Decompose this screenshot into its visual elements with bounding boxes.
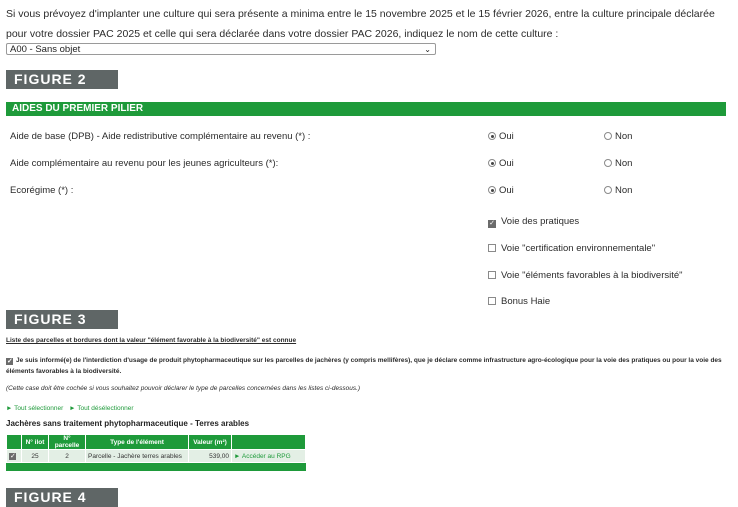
figure-3-label: FIGURE 3 [6,310,118,329]
phyto-note: (Cette case doit être cochée si vous souhaitez pouvoir déclarer le type de parcelles concernées dans les listes ci-dessous.) [6,385,361,392]
col-header-valeur: Valeur (m²) [189,435,232,450]
col-header-type: Type de l'élément [86,435,189,450]
access-rpg-link[interactable]: ► Accéder au RPG [232,450,306,463]
checkmark-icon: ✓ [10,453,16,460]
culture-select-value: A00 - Sans objet [10,44,81,55]
cell-type: Parcelle - Jachère terres arables [86,450,189,463]
phyto-info-checkbox[interactable]: ✓ Je suis informé(e) de l'interdiction d'usage de produit phytopharmaceutique sur les parcelles de jachères (y compris mellifères), que je déclare comme infrastructure agro-écologique pour la voie des pratiques ou pour la voie des éléments favorables à la biodiversité. [6,357,722,375]
checkmark-icon: ✓ [489,220,495,227]
radio-jeunes-non[interactable]: Non [604,158,632,169]
radio-aide-base-oui[interactable]: Oui [488,131,514,142]
section-header-aides: AIDES DU PREMIER PILIER [6,102,726,116]
cell-valeur: 539,00 [189,450,232,463]
row-label-jeunes-agriculteurs: Aide complémentaire au revenu pour les jeunes agriculteurs (*): [10,158,279,169]
checkmark-icon: ✓ [7,358,13,365]
checkbox-voie-biodiversite[interactable]: Voie "éléments favorables à la biodiversité" [488,270,683,281]
col-header-action [232,435,306,450]
biodiversity-list-title: Liste des parcelles et bordures dont la valeur "élément favorable à la biodiversité" est connue [6,337,297,344]
col-header-parcelle: N° parcelle [49,435,86,450]
deselect-all-link[interactable]: ► Tout désélectionner [69,405,134,412]
checkbox-voie-certification[interactable]: Voie "certification environnementale" [488,243,655,254]
row-checkbox[interactable] [7,450,22,463]
radio-jeunes-oui[interactable]: Oui [488,158,514,169]
radio-ecoregime-non[interactable]: Non [604,185,632,196]
col-header-ilot: N° ilot [22,435,49,450]
chevron-down-icon: ⌄ [424,45,431,54]
row-label-ecoregime: Ecorégime (*) : [10,185,74,196]
group-title-jacheres: Jachères sans traitement phytopharmaceutique - Terres arables [6,419,250,428]
cell-ilot: 25 [22,450,49,463]
radio-aide-base-non[interactable]: Non [604,131,632,142]
row-label-aide-base: Aide de base (DPB) - Aide redistributive complémentaire au revenu (*) : [10,131,311,142]
select-all-link[interactable]: ► Tout sélectionner [6,405,64,412]
checkbox-bonus-haie[interactable]: Bonus Haie [488,296,550,307]
table-header-row [7,435,306,450]
checkbox-voie-pratiques[interactable]: ✓ Voie des pratiques [489,216,580,227]
culture-select[interactable] [6,43,436,55]
parcels-table [6,434,306,463]
table-footer-bar [6,463,306,471]
table-row [7,450,306,463]
radio-ecoregime-oui[interactable]: Oui [488,185,514,196]
culture-question: Si vous prévoyez d'implanter une culture qui sera présente a minima entre le 15 novembre 2025 et le 15 février 2026, entre la culture principale déclarée pour votre dossier PAC 2025 et celle qui sera déclarée dans votre dossier PAC 2026, indiquez le nom de cette culture : [6,8,715,40]
selection-links [6,405,138,412]
cell-parcelle: 2 [49,450,86,463]
figure-4-label: FIGURE 4 [6,488,118,507]
col-header-select [7,435,22,450]
figure-2-label: FIGURE 2 [6,70,118,89]
